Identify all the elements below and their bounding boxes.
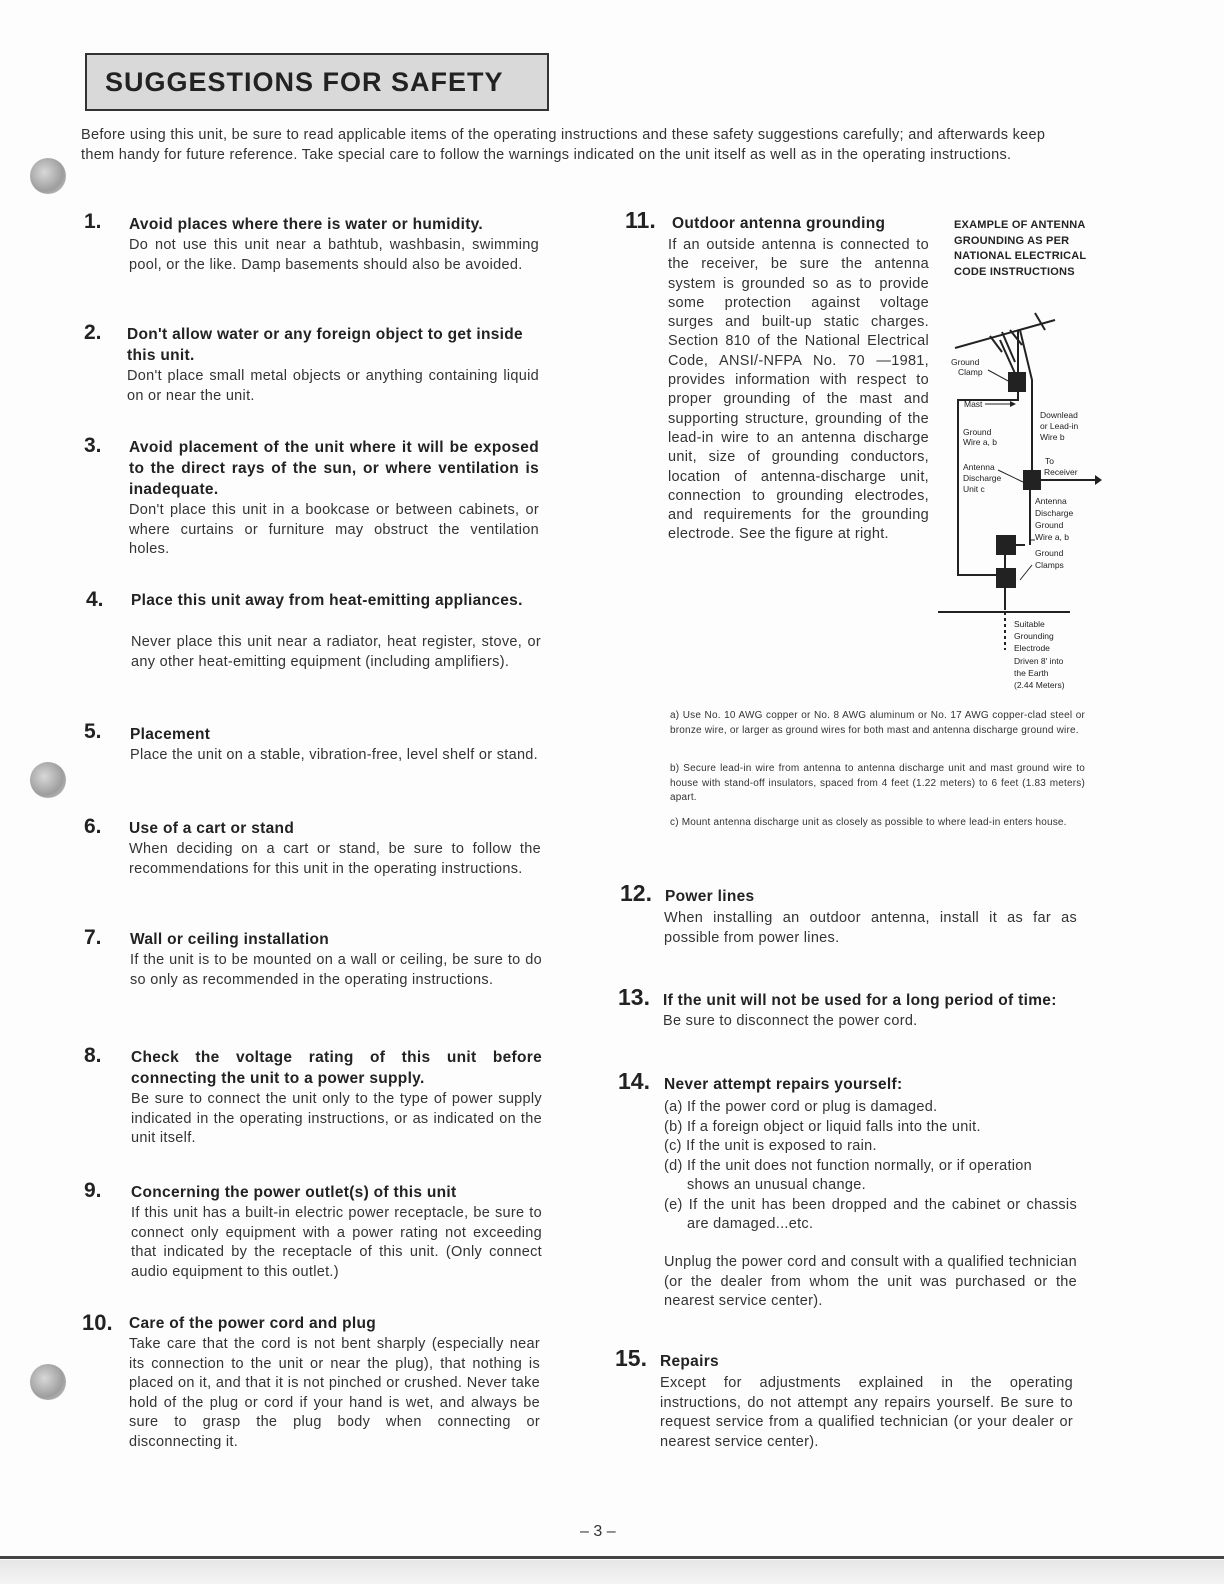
antenna-discharge-unit <box>1023 470 1041 490</box>
item-number: 1. <box>84 210 102 233</box>
item-heading: Don't allow water or any foreign object to get inside this unit. <box>127 326 523 364</box>
list-item: (b) If a foreign object or liquid falls into the unit. <box>664 1118 981 1135</box>
title-box <box>85 53 549 111</box>
item-number: 6. <box>84 815 102 838</box>
diagram-label: Antenna <box>1035 496 1067 506</box>
item-number: 7. <box>84 926 102 949</box>
diagram-label: Ground <box>1035 520 1064 530</box>
item-number: 3. <box>84 434 102 457</box>
lead-in-wire <box>1020 330 1032 480</box>
intro-paragraph: Before using this unit, be sure to read applicable items of the operating instructions and these safety suggestions carefully; and afterwards keep them handy for future reference. Take special care to follow the warnings indicated on the unit itself as well as in the operating instructions. <box>81 127 1046 163</box>
item-number: 12. <box>620 880 652 906</box>
footer-rule <box>0 1556 1224 1559</box>
list-item: (a) If the power cord or plug is damaged. <box>664 1099 938 1115</box>
item-body: Don't place small metal objects or anything containing liquid on or near the unit. <box>127 368 539 404</box>
diagram-label: Ground <box>951 357 980 367</box>
diagram-label: Wire a, b <box>963 437 998 447</box>
diagram-label: Ground <box>963 427 992 437</box>
item-body: If this unit has a built-in electric power receptacle, be sure to connect only equipment with a power rating not exceeding that indicated by the receptacle of this unit. (Only connect audio equipment to this outlet.) <box>131 1205 542 1280</box>
diagram-label: the Earth <box>1014 668 1049 678</box>
item-number: 13. <box>618 984 650 1010</box>
item-body: Except for adjustments explained in the operating instructions, do not attempt any repairs yourself. Be sure to request service from a qualified technician (or your dealer or nearest service center). <box>660 1375 1073 1450</box>
receiver-arrow-icon <box>1095 475 1102 485</box>
ground-clamp-top <box>1008 372 1026 392</box>
diagram-label: Discharge <box>1035 508 1074 518</box>
item-body: Don't place this unit in a bookcase or between cabinets, or where curtains or furniture may obstruct the ventilation holes. <box>129 502 539 557</box>
item-heading: Check the voltage rating of this unit before connecting the unit to a power supply. <box>131 1049 542 1087</box>
diagram-label: Mast <box>964 399 983 409</box>
diagram-label: Clamps <box>1035 560 1064 570</box>
item-body: If an outside antenna is connected to the receiver, be sure the antenna system is grounded so as to provide some protection against voltage surges and built-up static charges. Section 810 of the National Electrical Code, ANSI/-NFPA No. 70 —1981, provides information with respect to proper grounding of the mast and supporting structure, grounding of the lead-in wire to an antenna discharge unit, size of grounding conductors, location of antenna-discharge unit, connection to grounding electrodes, and requirements for the grounding electrode. See the figure at right. <box>668 237 929 543</box>
diagram-label: Downlead <box>1040 410 1078 420</box>
item-heading: Use of a cart or stand <box>129 820 295 837</box>
item-body: Do not use this unit near a bathtub, washbasin, swimming pool, or the like. Damp basements should also be avoided. <box>129 237 539 273</box>
list-item: (d) If the unit does not function normally, or if operation shows an unusual change. <box>664 1157 1033 1193</box>
diagram-label: Discharge <box>963 473 1002 483</box>
list-item: (c) If the unit is exposed to rain. <box>664 1138 877 1154</box>
item-number: 4. <box>86 588 104 611</box>
diagram-label: Electrode <box>1014 643 1050 653</box>
item-heading: Concerning the power outlet(s) of this unit <box>131 1184 457 1201</box>
item-body: If the unit is to be mounted on a wall or ceiling, be sure to do so only as recommended in the operating instructions. <box>130 952 542 988</box>
diagram-label: Clamp <box>958 367 983 377</box>
antenna-element <box>955 320 1055 348</box>
diagram-label: Ground <box>1035 548 1064 558</box>
footer-edge <box>0 1560 1224 1584</box>
binder-hole <box>30 158 66 194</box>
item-heading: Placement <box>130 726 211 743</box>
diagram-label: Wire a, b <box>1035 532 1070 542</box>
diagram-label: Driven 8' into <box>1014 656 1064 666</box>
diagram-note-b: b) Secure lead-in wire from antenna to antenna discharge unit and mast ground wire to house with stand-off insulators, spaced from 4 feet (1.22 meters) to 6 feet (1.83 meters) apart. <box>670 763 1085 803</box>
item-number: 5. <box>84 720 102 743</box>
diagram-label: (2.44 Meters) <box>1014 680 1065 690</box>
item-number: 9. <box>84 1179 102 1202</box>
item-body: Never place this unit near a radiator, heat register, stove, or any other heat-emitting equipment (including amplifiers). <box>131 634 541 670</box>
page-number: – 3 – <box>580 1523 616 1540</box>
diagram-label: Unit c <box>963 484 985 494</box>
item-heading: Care of the power cord and plug <box>129 1315 376 1332</box>
binder-hole <box>30 1364 66 1400</box>
item-body: When deciding on a cart or stand, be sure to follow the recommendations for this unit in the operating instructions. <box>129 841 541 877</box>
item-heading: Never attempt repairs yourself: <box>664 1076 903 1093</box>
item-number: 8. <box>84 1044 102 1067</box>
item-heading: Avoid placement of the unit where it will be exposed to the direct rays of the sun, or where ventilation is inadequate. <box>129 439 539 498</box>
item-heading: Avoid places where there is water or humidity. <box>129 216 484 233</box>
binder-hole <box>30 762 66 798</box>
diagram-label: To <box>1045 456 1054 466</box>
item-heading: Power lines <box>665 888 755 905</box>
ground-clamp <box>996 535 1016 555</box>
item-heading: Place this unit away from heat-emitting appliances. <box>131 592 523 609</box>
diagram-note-c: c) Mount antenna discharge unit as closely as possible to where lead-in enters house. <box>670 817 1067 828</box>
diagram-label: Antenna <box>963 462 995 472</box>
antenna-grounding-diagram <box>930 300 1110 700</box>
page-title: SUGGESTIONS FOR SAFETY <box>105 66 504 97</box>
item-list <box>664 1098 1077 1235</box>
diagram-note-a: a) Use No. 10 AWG copper or No. 8 AWG aluminum or No. 17 AWG copper-clad steel or bronze wire, or larger as ground wires for both mast and antenna discharge ground wire. <box>670 710 1085 736</box>
item-number: 2. <box>84 321 102 344</box>
diagram-label: Receiver <box>1044 467 1078 477</box>
item-number: 15. <box>615 1345 647 1371</box>
diagram-label: or Lead-in <box>1040 421 1079 431</box>
diagram-label: Wire b <box>1040 432 1065 442</box>
item-number: 10. <box>82 1310 113 1335</box>
item-number: 11. <box>625 207 656 233</box>
diagram-label: Suitable <box>1014 619 1045 629</box>
item-heading: If the unit will not be used for a long period of time: <box>663 992 1057 1009</box>
item-heading: Outdoor antenna grounding <box>672 215 886 232</box>
ground-clamp <box>996 568 1016 588</box>
item-body: Be sure to disconnect the power cord. <box>663 1013 918 1029</box>
diagram-label: Grounding <box>1014 631 1054 641</box>
item-heading: Wall or ceiling installation <box>130 931 330 948</box>
list-item: (e) If the unit has been dropped and the cabinet or chassis are damaged...etc. <box>664 1196 1077 1232</box>
diagram-title: EXAMPLE OF ANTENNA GROUNDING AS PER NATIONAL ELECTRICAL CODE INSTRUCTIONS <box>954 219 1087 278</box>
item-heading: Repairs <box>660 1353 719 1370</box>
item-body: Place the unit on a stable, vibration-free, level shelf or stand. <box>130 747 538 763</box>
item-body: Take care that the cord is not bent sharply (especially near its connection to the unit or near the plug), that nothing is placed on it, and that it is not pinched or crushed. Never take hold of the plug or cord if your hand is wet, and always be sure to grasp the plug body when connecting or disconnecting it. <box>129 1336 540 1450</box>
item-body: Unplug the power cord and consult with a qualified technician (or the dealer from whom the unit was purchased or the nearest service center). <box>664 1254 1077 1309</box>
item-body: When installing an outdoor antenna, install it as far as possible from power lines. <box>664 910 1077 946</box>
item-number: 14. <box>618 1068 650 1094</box>
item-body: Be sure to connect the unit only to the type of power supply indicated in the operating instructions, or as indicated on the unit itself. <box>131 1091 542 1146</box>
